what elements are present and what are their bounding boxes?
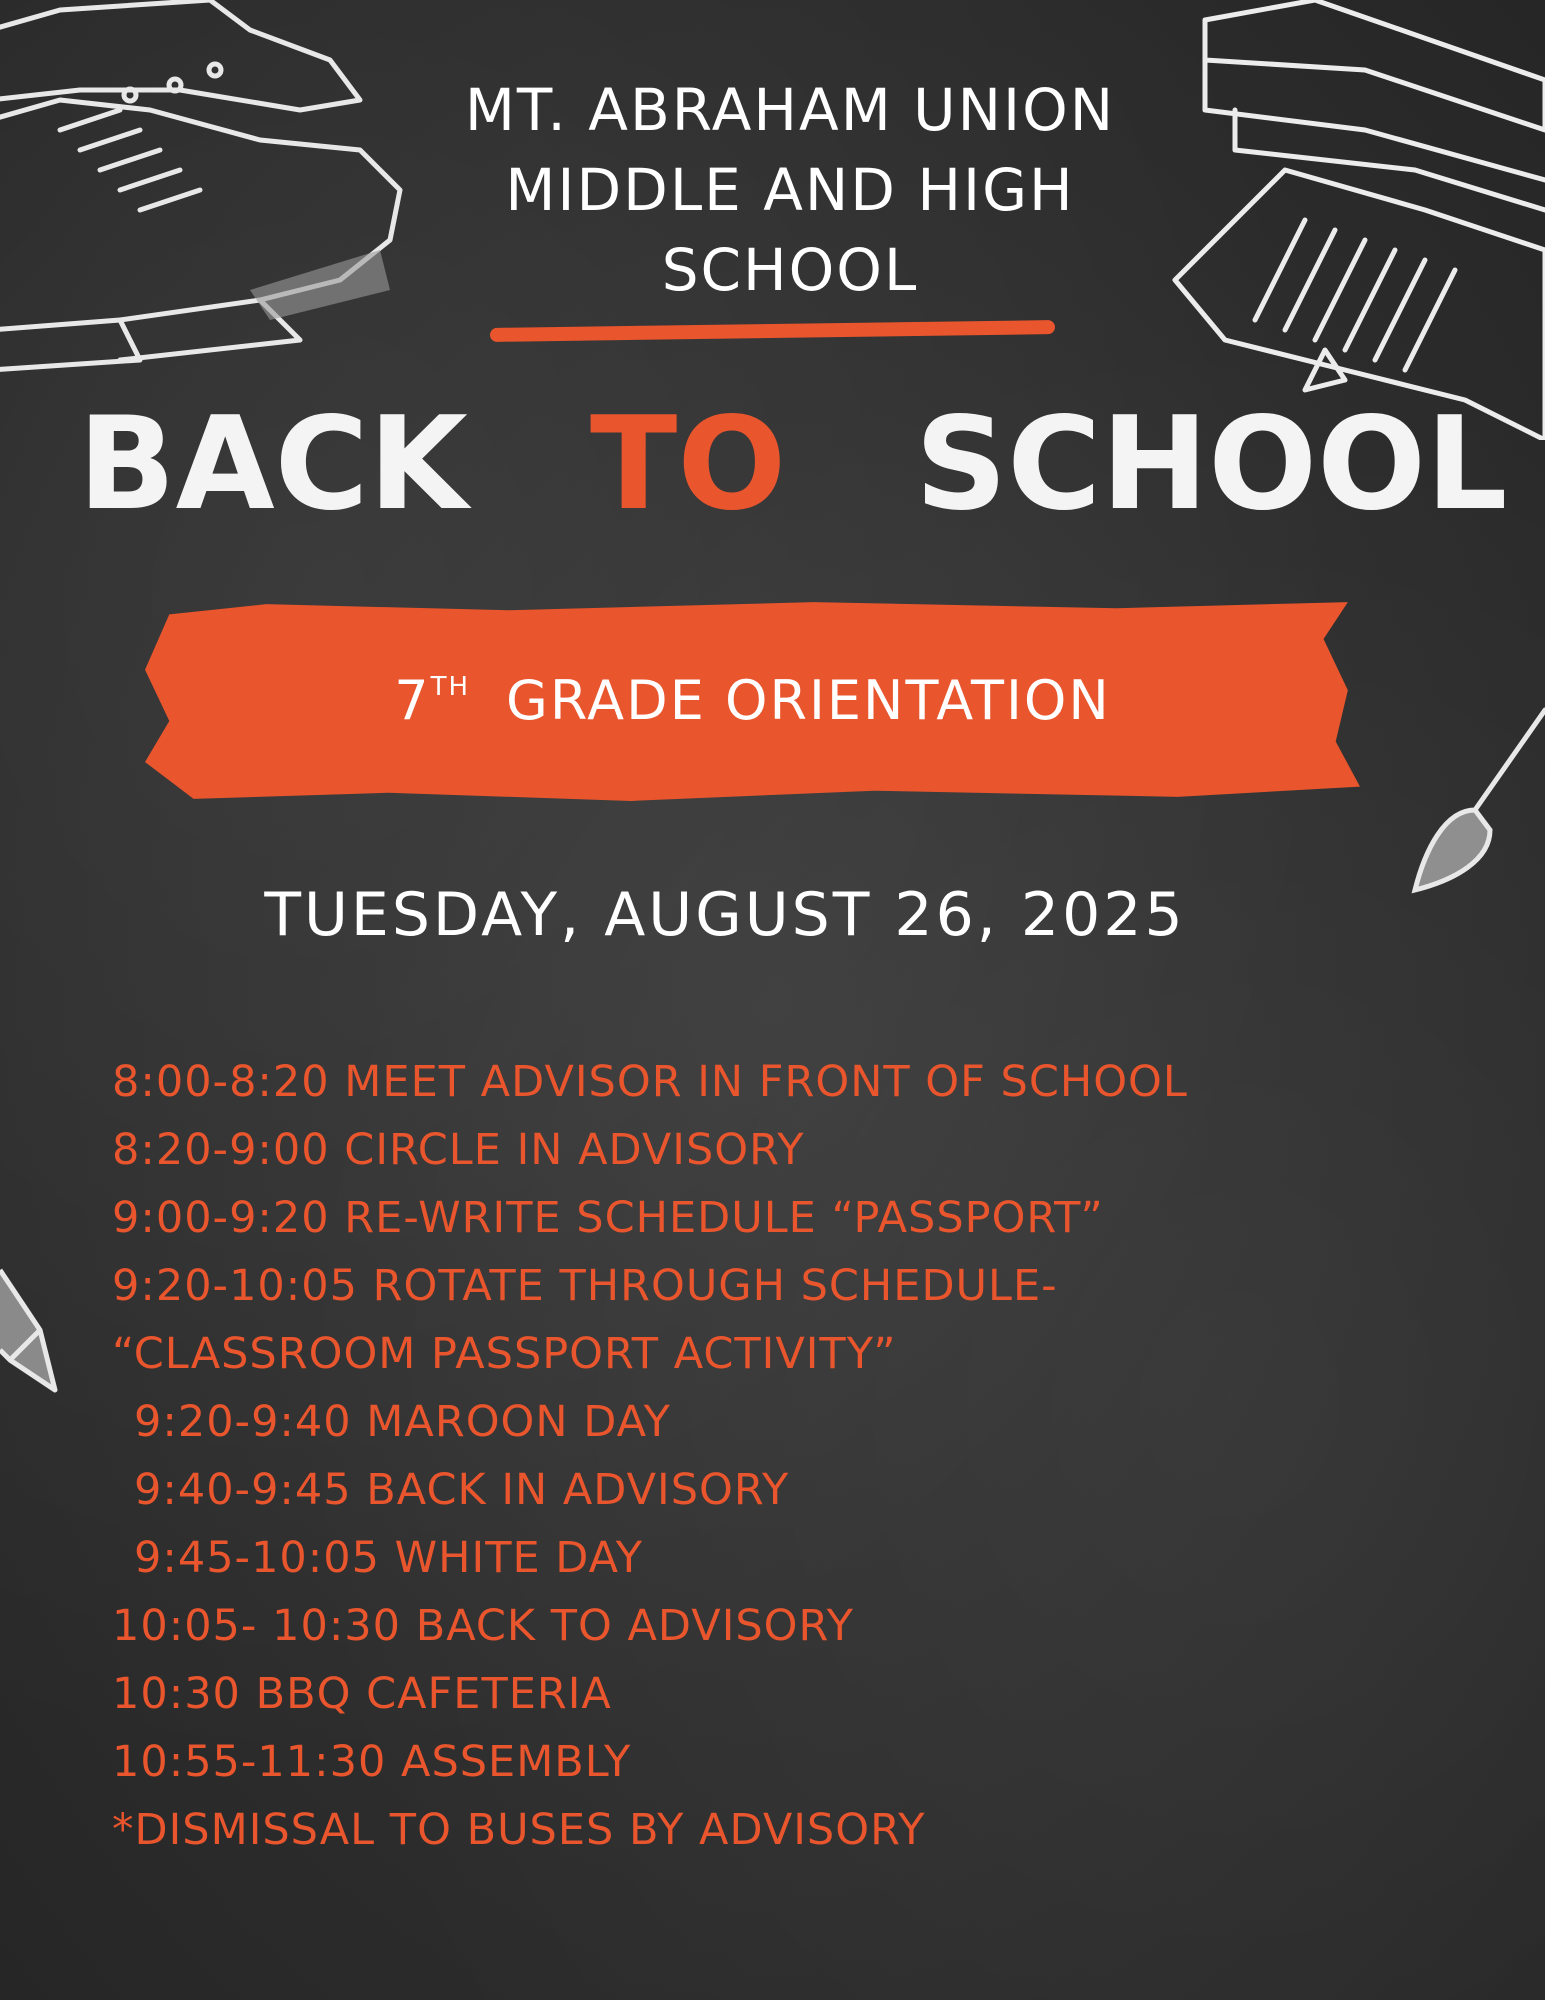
school-name — [360, 70, 1220, 310]
sneakers-icon — [0, 0, 420, 380]
schedule-item: 9:45-10:05 WHITE DAY — [134, 1533, 643, 1583]
schedule-item: 8:20-9:00 CIRCLE IN ADVISORY — [112, 1125, 805, 1175]
schedule-list — [112, 1048, 1512, 1864]
books-icon — [1165, 0, 1545, 440]
banner-label: GRADE ORIENTATION — [506, 669, 1111, 732]
schedule-item: 10:05- 10:30 BACK TO ADVISORY — [112, 1601, 854, 1651]
orientation-banner-text — [145, 598, 1360, 803]
grade-number: 7 — [394, 669, 431, 732]
paintbrush-icon — [1405, 700, 1545, 900]
grade-ordinal: TH — [430, 671, 470, 702]
school-name-line-3: SCHOOL — [661, 236, 919, 304]
schedule-item: “CLASSROOM PASSPORT ACTIVITY” — [112, 1329, 897, 1379]
schedule-item: 9:20-9:40 MAROON DAY — [134, 1397, 671, 1447]
headline-back: BACK — [78, 390, 468, 539]
pencil-icon — [0, 1260, 70, 1400]
schedule-item: 8:00-8:20 MEET ADVISOR IN FRONT OF SCHOOL — [112, 1057, 1188, 1107]
schedule-item: *DISMISSAL TO BUSES BY ADVISORY — [112, 1805, 926, 1855]
schedule-item: 9:20-10:05 ROTATE THROUGH SCHEDULE- — [112, 1261, 1058, 1311]
event-date: TUESDAY, AUGUST 26, 2025 — [264, 880, 1186, 950]
school-name-line-1: MT. ABRAHAM UNION — [464, 76, 1116, 144]
schedule-item: 9:00-9:20 RE-WRITE SCHEDULE “PASSPORT” — [112, 1193, 1104, 1243]
schedule-item: 10:55-11:30 ASSEMBLY — [112, 1737, 632, 1787]
schedule-item: 10:30 BBQ CAFETERIA — [112, 1669, 612, 1719]
headline-to: TO — [590, 390, 787, 539]
accent-underline — [490, 320, 1055, 342]
school-name-line-2: MIDDLE AND HIGH — [505, 156, 1075, 224]
schedule-item: 9:40-9:45 BACK IN ADVISORY — [134, 1465, 790, 1515]
headline-school: SCHOOL — [915, 390, 1508, 539]
